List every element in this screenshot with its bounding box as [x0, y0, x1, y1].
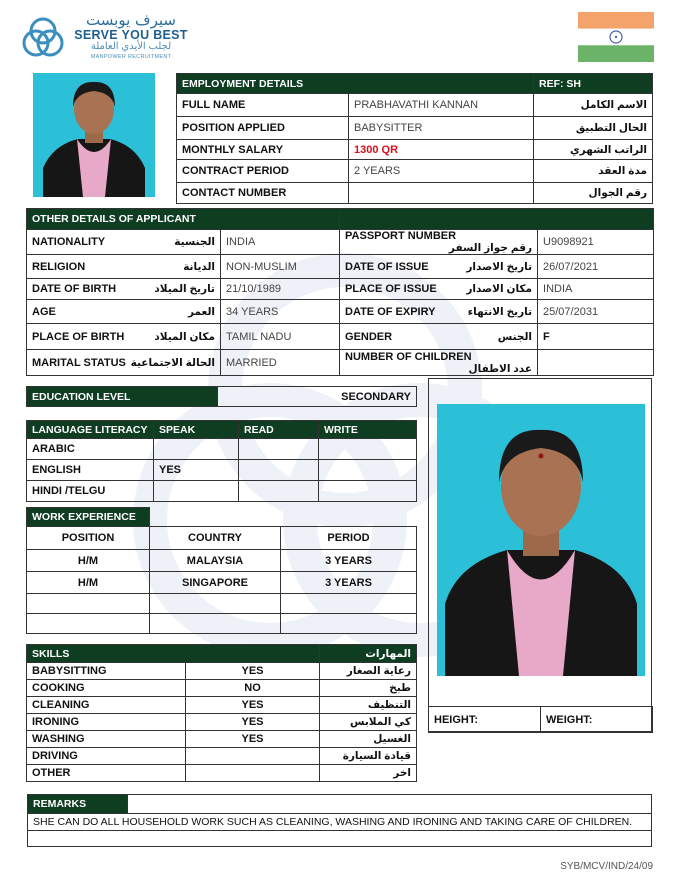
education-level-label: EDUCATION LEVEL	[27, 387, 218, 407]
logo-arabic-name: سيرف يوبست	[86, 11, 176, 29]
work-row-3-country	[150, 594, 281, 614]
work-experience-title-spacer	[150, 508, 281, 527]
full-name-label: FULL NAME	[177, 94, 349, 117]
passport-number-label: PASSPORT NUMBER رقم جواز السفر	[340, 230, 538, 255]
skill-driving: DRIVING	[27, 748, 186, 765]
work-row-4-period	[281, 614, 417, 634]
position-applied-label: POSITION APPLIED	[177, 117, 349, 140]
skill-ironing: IRONING	[27, 714, 186, 731]
full-name-value: PRABHAVATHI KANNAN	[349, 94, 534, 117]
logo-arabic-sub: لجلب الأيدي العاملة	[90, 41, 172, 52]
applicant-portrait-icon	[33, 73, 155, 197]
skill-washing-value: YES	[186, 731, 320, 748]
language-table	[26, 420, 417, 502]
skill-ironing-arabic: كي الملابس	[320, 714, 417, 731]
other-details-title-spacer	[340, 209, 654, 230]
date-of-issue-label: DATE OF ISSUE تاريخ الاصدار	[340, 255, 538, 279]
passport-number-value: U9098921	[538, 230, 654, 255]
logo-emblem-icon	[20, 14, 66, 60]
india-flag-icon	[578, 12, 654, 62]
marital-status-label: MARITAL STATUS الحالة الاجتماعية	[27, 350, 221, 376]
skill-other: OTHER	[27, 765, 186, 782]
date-of-birth-label: DATE OF BIRTH تاريخ الميلاد	[27, 279, 221, 300]
write-header: WRITE	[319, 421, 417, 439]
language-english-read	[239, 460, 319, 481]
language-arabic-write	[319, 439, 417, 460]
document-code: SYB/MCV/IND/24/09	[560, 861, 653, 872]
date-of-issue-value: 26/07/2021	[538, 255, 654, 279]
company-logo	[20, 12, 200, 64]
skill-cleaning-value: YES	[186, 697, 320, 714]
skill-babysitting-arabic: رعاية الصغار	[320, 663, 417, 680]
language-hindi-speak	[154, 481, 239, 502]
age-label: AGE العمر	[27, 300, 221, 324]
place-of-birth-label: PLACE OF BIRTH مكان الميلاد	[27, 324, 221, 350]
number-of-children-label: NUMBER OF CHILDREN عدد الاطفال	[340, 350, 538, 376]
skills-title-arabic: المهارات	[320, 645, 417, 663]
skill-washing: WASHING	[27, 731, 186, 748]
speak-header: SPEAK	[154, 421, 239, 439]
weight-label: WEIGHT:	[541, 707, 653, 733]
nationality-value: INDIA	[221, 230, 340, 255]
remarks-table	[27, 794, 652, 847]
full-name-arabic: الاسم الكامل	[534, 94, 653, 117]
language-hindi-write	[319, 481, 417, 502]
position-applied-arabic: الحال التطبيق	[534, 117, 653, 140]
applicant-portrait-large-icon	[437, 404, 645, 676]
education-level-value: SECONDARY	[218, 387, 417, 407]
work-experience-title: WORK EXPERIENCE	[27, 508, 150, 527]
country-header: COUNTRY	[150, 527, 281, 550]
logo-english-name: SERVE YOU BEST	[74, 28, 188, 42]
position-header: POSITION	[27, 527, 150, 550]
skills-title: SKILLS	[27, 645, 320, 663]
religion-label: RELIGION الديانة	[27, 255, 221, 279]
position-applied-value: BABYSITTER	[349, 117, 534, 140]
language-english-write	[319, 460, 417, 481]
marital-status-value: MARRIED	[221, 350, 340, 376]
height-weight-table	[428, 706, 653, 733]
work-row-2-country: SINGAPORE	[150, 572, 281, 594]
language-arabic: ARABIC	[27, 439, 154, 460]
monthly-salary-label: MONTHLY SALARY	[177, 140, 349, 160]
skill-cooking-value: NO	[186, 680, 320, 697]
work-row-1-period: 3 YEARS	[281, 550, 417, 572]
work-row-3-period	[281, 594, 417, 614]
religion-value: NON-MUSLIM	[221, 255, 340, 279]
skill-driving-arabic: قيادة السيارة	[320, 748, 417, 765]
contract-period-value: 2 YEARS	[349, 160, 534, 183]
contract-period-arabic: مدة العقد	[534, 160, 653, 183]
applicant-photo-large	[437, 404, 645, 676]
work-row-2-position: H/M	[27, 572, 150, 594]
language-english-speak: YES	[154, 460, 239, 481]
read-header: READ	[239, 421, 319, 439]
other-details-title: OTHER DETAILS OF APPLICANT	[27, 209, 340, 230]
language-arabic-read	[239, 439, 319, 460]
work-row-4-country	[150, 614, 281, 634]
work-experience-title-spacer-2	[281, 508, 417, 527]
language-english: ENGLISH	[27, 460, 154, 481]
remarks-text: SHE CAN DO ALL HOUSEHOLD WORK SUCH AS CLEANING, WASHING AND IRONING AND TAKING CARE OF CHILDREN.	[28, 814, 652, 831]
skill-ironing-value: YES	[186, 714, 320, 731]
reference-number: REF: SH	[534, 74, 653, 94]
nationality-label: NATIONALITY الجنسية	[27, 230, 221, 255]
number-of-children-value	[538, 350, 654, 376]
skill-babysitting: BABYSITTING	[27, 663, 186, 680]
language-arabic-speak	[154, 439, 239, 460]
place-of-issue-value: INDIA	[538, 279, 654, 300]
skill-cooking: COOKING	[27, 680, 186, 697]
work-row-3-position	[27, 594, 150, 614]
place-of-issue-label: PLACE OF ISSUE مكان الاصدار	[340, 279, 538, 300]
work-experience-table	[26, 507, 417, 634]
date-of-expiry-label: DATE OF EXPIRY تاريخ الانتهاء	[340, 300, 538, 324]
period-header: PERIOD	[281, 527, 417, 550]
skill-cleaning-arabic: التنظيف	[320, 697, 417, 714]
language-hindi-telgu: HINDI /TELGU	[27, 481, 154, 502]
remarks-title-spacer	[128, 795, 652, 814]
date-of-expiry-value: 25/07/2031	[538, 300, 654, 324]
work-row-1-position: H/M	[27, 550, 150, 572]
skill-babysitting-value: YES	[186, 663, 320, 680]
monthly-salary-value: 1300 QR	[349, 140, 534, 160]
contract-period-label: CONTRACT PERIOD	[177, 160, 349, 183]
remarks-blank-row	[28, 831, 652, 847]
work-row-2-period: 3 YEARS	[281, 572, 417, 594]
work-row-4-position	[27, 614, 150, 634]
contact-number-arabic: رقم الجوال	[534, 183, 653, 204]
employment-details-table	[176, 73, 653, 204]
skill-cleaning: CLEANING	[27, 697, 186, 714]
remarks-title: REMARKS	[28, 795, 128, 814]
age-value: 34 YEARS	[221, 300, 340, 324]
contact-number-label: CONTACT NUMBER	[177, 183, 349, 204]
language-hindi-read	[239, 481, 319, 502]
gender-value: F	[538, 324, 654, 350]
skill-washing-arabic: الغسيل	[320, 731, 417, 748]
skill-cooking-arabic: طبخ	[320, 680, 417, 697]
date-of-birth-value: 21/10/1989	[221, 279, 340, 300]
employment-details-title: EMPLOYMENT DETAILS	[177, 74, 534, 94]
skills-table	[26, 644, 417, 782]
skill-other-value	[186, 765, 320, 782]
education-table	[26, 386, 417, 407]
skill-driving-value	[186, 748, 320, 765]
applicant-photo-small	[33, 73, 155, 197]
gender-label: GENDER الجنس	[340, 324, 538, 350]
work-row-1-country: MALAYSIA	[150, 550, 281, 572]
logo-sub: MANPOWER RECRUITMENT	[90, 54, 172, 60]
height-label: HEIGHT:	[429, 707, 541, 733]
applicant-photo-frame	[428, 378, 652, 732]
other-details-table	[26, 208, 654, 376]
language-literacy-header: LANGUAGE LITERACY	[27, 421, 154, 439]
monthly-salary-arabic: الراتب الشهري	[534, 140, 653, 160]
skill-other-arabic: اخر	[320, 765, 417, 782]
place-of-birth-value: TAMIL NADU	[221, 324, 340, 350]
contact-number-value	[349, 183, 534, 204]
